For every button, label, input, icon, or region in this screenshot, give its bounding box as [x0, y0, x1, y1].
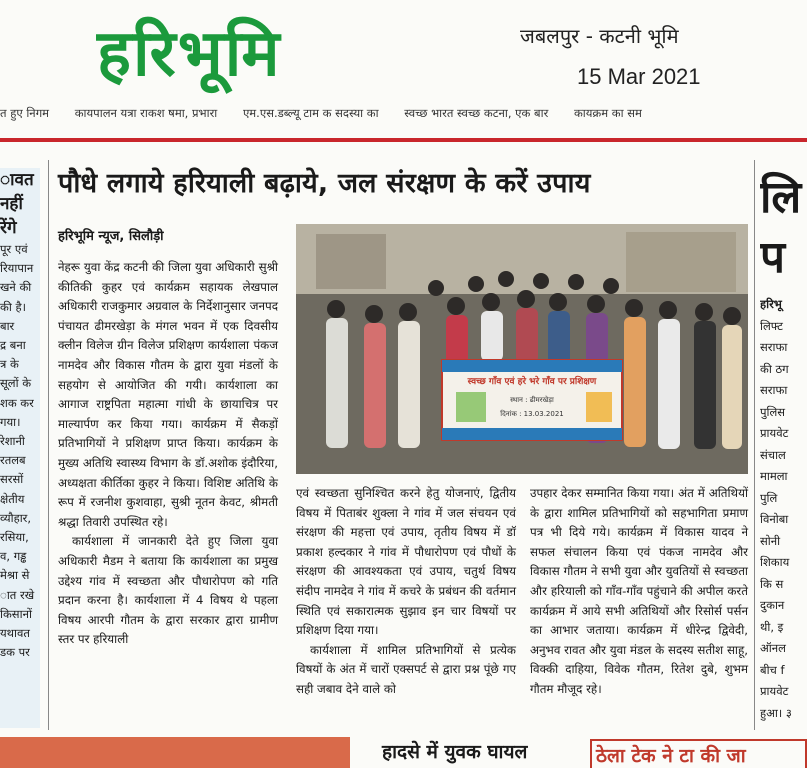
group-photo-illustration	[296, 224, 748, 474]
bottom-photo	[0, 737, 350, 768]
left-text-line: खने की	[0, 280, 32, 295]
ticker-item: कायपालन यत्रा राकश षमा, प्रभारा	[74, 106, 218, 120]
left-text-line: त्र के	[0, 357, 19, 372]
right-text-line: शिकाय	[760, 555, 790, 569]
left-text-line: मेश्रा से	[0, 568, 30, 583]
article-column-2	[296, 484, 516, 700]
bottom-headline-red: ठेला टेक ने टा की जा	[596, 745, 746, 767]
left-text-line: की है।	[0, 299, 26, 314]
edition-name: जबलपुर - कटनी भूमि	[520, 24, 679, 48]
right-byline: हरिभू	[760, 297, 782, 311]
right-article-column	[760, 168, 807, 728]
right-text-line: लिफ्ट	[760, 318, 783, 333]
column-divider	[754, 160, 755, 730]
right-text-line: विनोबा	[760, 512, 789, 526]
right-text-line: की ठग	[760, 361, 789, 376]
left-text-line: किसानों	[0, 606, 32, 621]
left-text-line: यथावत	[0, 626, 30, 641]
left-text-line: गया।	[0, 414, 21, 429]
right-text-line: दुकान	[760, 598, 785, 612]
left-text-line: द्र बना	[0, 338, 26, 353]
ticker-item: कायक्रम का सम	[573, 106, 642, 120]
left-heading-line: नहीं	[0, 194, 23, 214]
left-text-line: शक कर	[0, 395, 34, 410]
left-text-line: रियापान	[0, 261, 34, 276]
masthead-logo: हरिभूमि	[97, 17, 282, 91]
right-text-line: पुलि	[760, 490, 778, 505]
left-text-line: डक पर	[0, 645, 30, 660]
article-byline: हरिभूमि न्यूज, सिलौड़ी	[58, 229, 164, 244]
right-text-line: हुआ। ३	[760, 705, 792, 720]
column-divider	[48, 160, 49, 730]
right-heading-line: लि	[760, 172, 802, 223]
right-text-line: थी, इ	[760, 619, 784, 634]
right-text-line: प्रायवेट	[760, 426, 789, 440]
paragraph: एवं स्वच्छता सुनिश्चित करने हेतु योजनाएं, द्वितीय विषय में पिताबंर शुक्ला ने गांव में जल संचयन एवं संरक्षण की महत्ता एवं उपाय, तृतीय विषय में डॉ प्रकाश हल्दकार ने गांव में पौधारोपण एवं पौधों के संरक्षण की आवश्यकता एवं उपाय, चतुर्थ विषय संदीप नामदेव ने गांव में कचरे के प्रबंधन की वर्तमान स्थिति एवं सकारात्मक सुझाव इन चार विषयों पर प्रशिक्षण दिया गया।	[296, 486, 516, 638]
right-heading-line: प	[760, 232, 785, 283]
right-text-line: सराफा	[760, 340, 788, 354]
left-text-line: रसिया,	[0, 530, 29, 545]
ticker-item: त हुए निगम	[0, 106, 50, 120]
left-article-column	[0, 168, 40, 728]
right-text-line: पुलिस	[760, 404, 786, 419]
left-text-line: व, गड्ढ	[0, 549, 27, 564]
right-text-line: ऑनल	[760, 641, 786, 655]
article-column-1	[58, 258, 278, 650]
right-text-line: सोनी	[760, 533, 781, 548]
bottom-headline: हादसे में युवक घायल	[382, 741, 528, 763]
paragraph: उपहार देकर सम्मानित किया गया। अंत में अतिथियों के द्वारा शामिल प्रतिभागियों को सहभागिता प्रमाण पत्र भी दिये गये। कार्यक्रम में विकास यादव ने सफल संचालन किया एवं पंकज नामदेव और विकास गौतम ने सभी युवा और युवतियों से स्वच्छता और हरियाली को गाँव-गाँव पहुंचाने की अपील करते कार्यक्रम में आये सभी अतिथियों और रिसोर्स पर्सन का आभार जताया। कार्यक्रम में धीरेन्द्र द्विवेदी, अनुभव रावत और युवा मंडल के सदस्य सतीश साहू, विक्की दाहिया, विवेक गौतम, रितेश दुबे, शुभम गौतम मौजूद रहे।	[530, 486, 748, 696]
right-text-line: कि स	[760, 576, 784, 591]
article-photo	[296, 224, 748, 474]
left-text-line: सरसों	[0, 472, 24, 487]
left-text-line: रतलब	[0, 453, 26, 468]
banner-title: स्वच्छ गाँव एवं हरे भरे गाँव पर प्रशिक्षण	[467, 377, 597, 387]
right-text-line: संचाल	[760, 447, 786, 462]
left-text-line: रेशानी	[0, 434, 25, 449]
left-heading-line: ावत	[0, 170, 34, 190]
header-rule	[0, 138, 807, 142]
edition-date: 15 Mar 2021	[577, 64, 701, 89]
left-text-line: बार	[0, 318, 15, 333]
left-text-line: पूर एवं	[0, 242, 28, 256]
ticker-strip	[0, 106, 807, 128]
right-text-line: प्रायवेट	[760, 684, 789, 698]
left-text-line: क्षेतीय	[0, 491, 25, 506]
ticker-item: एम.एस.डब्ल्यू टाम क सदस्या का	[242, 106, 379, 120]
left-text-line: ात रखे	[0, 587, 35, 602]
paragraph: नेहरू युवा केंद्र कटनी की जिला युवा अधिकारी सुश्री कीतिकी कुहर एवं कार्यक्रम सहायक लेखपाल अधिकारी राजकुमार अग्रवाल के निर्देशानुसार जनपद पंचायत ढीमरखेड़ा के मंगल भवन में एक दिवसीय क्लीन विलेज ग्रीन विलेज प्रशिक्षण कार्यशाला पंकज नामदेव और विकास गौतम के द्वारा युवा मंडलों के सहयोग से आयोजित की गयी। कार्यशाला का आगाज राष्ट्रपिता महात्मा गांधी के छायाचित्र पर माल्यार्पण कर किया गया। कार्यक्रम में सैकड़ों प्रतिभागियों ने प्रशिक्षण प्राप्त किया। कार्यक्रम के मुख्य अतिथि स्वास्थ्य विभाग के डॉ.अशोक इंदौरिया, अध्यक्षता कीर्तिका कुहर ने किया। विशिष्ट अतिथि के रूप में रजनीश कुशवाहा, सुश्री नूतन केवट, श्रीमती श्रद्धा तिवारी उपस्थित रहे।	[58, 260, 278, 529]
left-heading-line: रेंगे	[0, 218, 17, 238]
right-text-line: बीच f	[760, 662, 785, 677]
paragraph: कार्यशाला में शामिल प्रतिभागियों से प्रत्येक विषयों के अंत में चारों एक्सपर्ट से द्वारा प्रश्न पूंछे गए सही जबाव देने वाले को	[296, 642, 516, 696]
banner-location: स्थान : ढीमरखेड़ा	[510, 396, 554, 404]
article-column-3	[530, 484, 748, 700]
right-text-line: मामला	[760, 469, 788, 483]
paragraph: कार्यशाला में जानकारी देते हुए जिला युवा अधिकारी मैडम ने बताया कि कार्यशाला का प्रमुख उद्देश्य गांव में स्वच्छता और पौधारोपण को गति प्रदान करना है। कार्यशाला में 4 विषय थे पहला विषय आरपी गौतम के द्वारा सरकार द्वारा ग्रामीण स्तर पर हरियाली	[58, 534, 278, 647]
banner-date: दिनांक : 13.03.2021	[500, 410, 564, 418]
article-headline: पौधे लगाये हरियाली बढ़ाये, जल संरक्षण के करें उपाय	[58, 168, 591, 199]
right-text-line: सराफा	[760, 383, 788, 397]
left-text-line: सूलों के	[0, 376, 32, 391]
ticker-item: स्वच्छ भारत स्वच्छ कटना, एक बार	[404, 106, 549, 120]
left-text-line: व्यौहार,	[0, 510, 32, 525]
